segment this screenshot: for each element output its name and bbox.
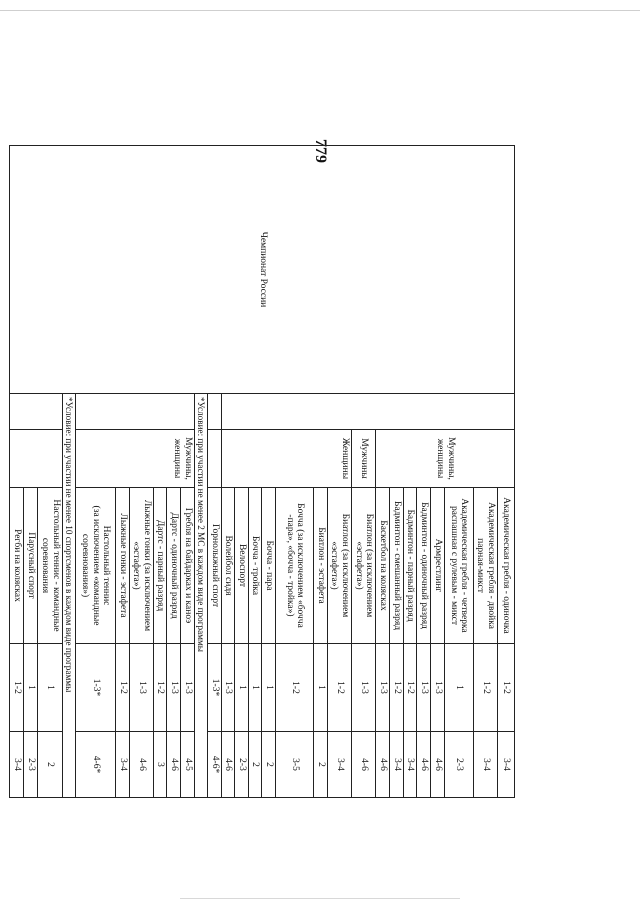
rank-cell: 2-3: [235, 732, 249, 798]
places-cell: 1-3: [376, 644, 390, 732]
group-cell: Мужчины, женщины: [75, 430, 194, 488]
places-cell: 1-2: [276, 644, 314, 732]
discipline-cell: Биатлон (за исключением «эстафета»): [352, 488, 376, 644]
places-cell: 1: [38, 644, 62, 732]
spacer-cell: [10, 430, 62, 488]
note-row: *Условие: при участии не менее 10 спортсменов в каждом виде программы: [62, 394, 75, 798]
discipline-cell: Дартс - парный разряд: [153, 488, 167, 644]
places-cell: 1-3: [129, 644, 153, 732]
rank-cell: 4-6: [129, 732, 153, 798]
discipline-cell: Академическая гребля - четверка распашная с рулевым - микст: [444, 488, 473, 644]
spacer-cell: [10, 394, 62, 430]
group-cell: Мужчины, женщины: [376, 430, 515, 488]
places-cell: 1-3: [352, 644, 376, 732]
rank-cell: 3-4: [498, 732, 515, 798]
competition-cell: Чемпионат России: [10, 146, 515, 394]
rank-cell: 2-3: [444, 732, 473, 798]
classification-table: [9, 145, 515, 798]
discipline-cell: Академическая гребля - двойка парная-микст: [473, 488, 497, 644]
page-number: 779: [312, 139, 329, 163]
spacer-cell: [221, 394, 514, 430]
discipline-cell: Горнолыжный спорт: [208, 488, 222, 644]
places-cell: 1: [235, 644, 249, 732]
rank-cell: 4-6: [167, 732, 181, 798]
places-cell: 1-2: [327, 644, 351, 732]
discipline-cell: Велоспорт: [235, 488, 249, 644]
discipline-line: (за исключением «командные соревнования»): [80, 505, 101, 626]
discipline-cell: Бочча - тройка: [248, 488, 262, 644]
discipline-cell: Биатлон (за исключением «эстафета»): [327, 488, 351, 644]
discipline-cell: Бадминтон - смешанный разряд: [390, 488, 404, 644]
places-cell: 1-2: [115, 644, 129, 732]
places-cell: 1-3: [431, 644, 445, 732]
rank-cell: 3-5: [276, 732, 314, 798]
note-row: *Условие: при участии не менее 2 МС в каждом виде программы: [194, 394, 207, 798]
places-cell: 1-2: [153, 644, 167, 732]
table-row: [498, 146, 515, 798]
discipline-cell: Настольный теннис - командные соревнования: [38, 488, 62, 644]
discipline-cell: [75, 488, 115, 644]
discipline-cell: Гребля на байдарках и каноэ: [181, 488, 195, 644]
spacer-cell: [208, 394, 222, 430]
places-cell: 1: [262, 644, 276, 732]
rank-cell: 3-4: [390, 732, 404, 798]
discipline-cell: Лыжные гонки (за исключением «эстафета»): [129, 488, 153, 644]
scan-top-edge: [0, 10, 640, 11]
rank-cell: 4-6: [221, 732, 235, 798]
discipline-cell: Бочча (за исключением «бочча -пара», «бочча - тройка»): [276, 488, 314, 644]
places-cell: 1-3*: [75, 644, 115, 732]
discipline-cell: Дартс - одиночный разряд: [167, 488, 181, 644]
scan-bottom-edge: [180, 898, 460, 899]
places-cell: 1: [444, 644, 473, 732]
places-cell: 1-3*: [208, 644, 222, 732]
discipline-cell: Армрестлинг: [431, 488, 445, 644]
places-cell: 1-3: [417, 644, 431, 732]
rank-cell: 2: [262, 732, 276, 798]
rank-cell: 4-6*: [208, 732, 222, 798]
rank-cell: 3-4: [10, 732, 24, 798]
discipline-cell: Бочча - пара: [262, 488, 276, 644]
rank-cell: 4-6: [431, 732, 445, 798]
places-cell: 1: [24, 644, 38, 732]
places-cell: 1-3: [167, 644, 181, 732]
discipline-cell: Лыжные гонки - эстафета: [115, 488, 129, 644]
places-cell: 1-3: [221, 644, 235, 732]
rank-cell: 3-4: [403, 732, 417, 798]
discipline-line: Настольный теннис: [101, 525, 112, 606]
rank-cell: 2: [314, 732, 328, 798]
rotated-table-wrapper: [12, 145, 515, 797]
rank-cell: 3-4: [327, 732, 351, 798]
spacer-cell: [75, 394, 194, 430]
discipline-cell: Регби на колясках: [10, 488, 24, 644]
group-cell: Женщины: [221, 430, 351, 488]
discipline-cell: Академическая гребля - одиночка: [498, 488, 515, 644]
rank-cell: 4-6: [417, 732, 431, 798]
rank-cell: 4-5: [181, 732, 195, 798]
rank-cell: 2: [38, 732, 62, 798]
places-cell: 1: [248, 644, 262, 732]
places-cell: 1-2: [390, 644, 404, 732]
places-cell: 1-2: [403, 644, 417, 732]
rank-cell: 4-6: [376, 732, 390, 798]
discipline-cell: Бадминтон - одиночный разряд: [417, 488, 431, 644]
rank-cell: 3-4: [473, 732, 497, 798]
spacer-cell: [208, 430, 222, 488]
places-cell: 1-2: [473, 644, 497, 732]
rank-cell: 2-3: [24, 732, 38, 798]
places-cell: 1-3: [181, 644, 195, 732]
discipline-cell: Бадминтон - парный разряд: [403, 488, 417, 644]
rank-cell: 2: [248, 732, 262, 798]
places-cell: 1-2: [498, 644, 515, 732]
discipline-cell: Баскетбол на колясках: [376, 488, 390, 644]
rank-cell: 4-6: [352, 732, 376, 798]
rank-cell: 3-4: [115, 732, 129, 798]
group-cell: Мужчины: [352, 430, 376, 488]
rank-cell: 3: [153, 732, 167, 798]
discipline-cell: Биатлон - эстафета: [314, 488, 328, 644]
discipline-cell: Парусный спорт: [24, 488, 38, 644]
discipline-cell: Волейбол сидя: [221, 488, 235, 644]
places-cell: 1-2: [10, 644, 24, 732]
rank-cell: 4-6*: [75, 732, 115, 798]
places-cell: 1: [314, 644, 328, 732]
